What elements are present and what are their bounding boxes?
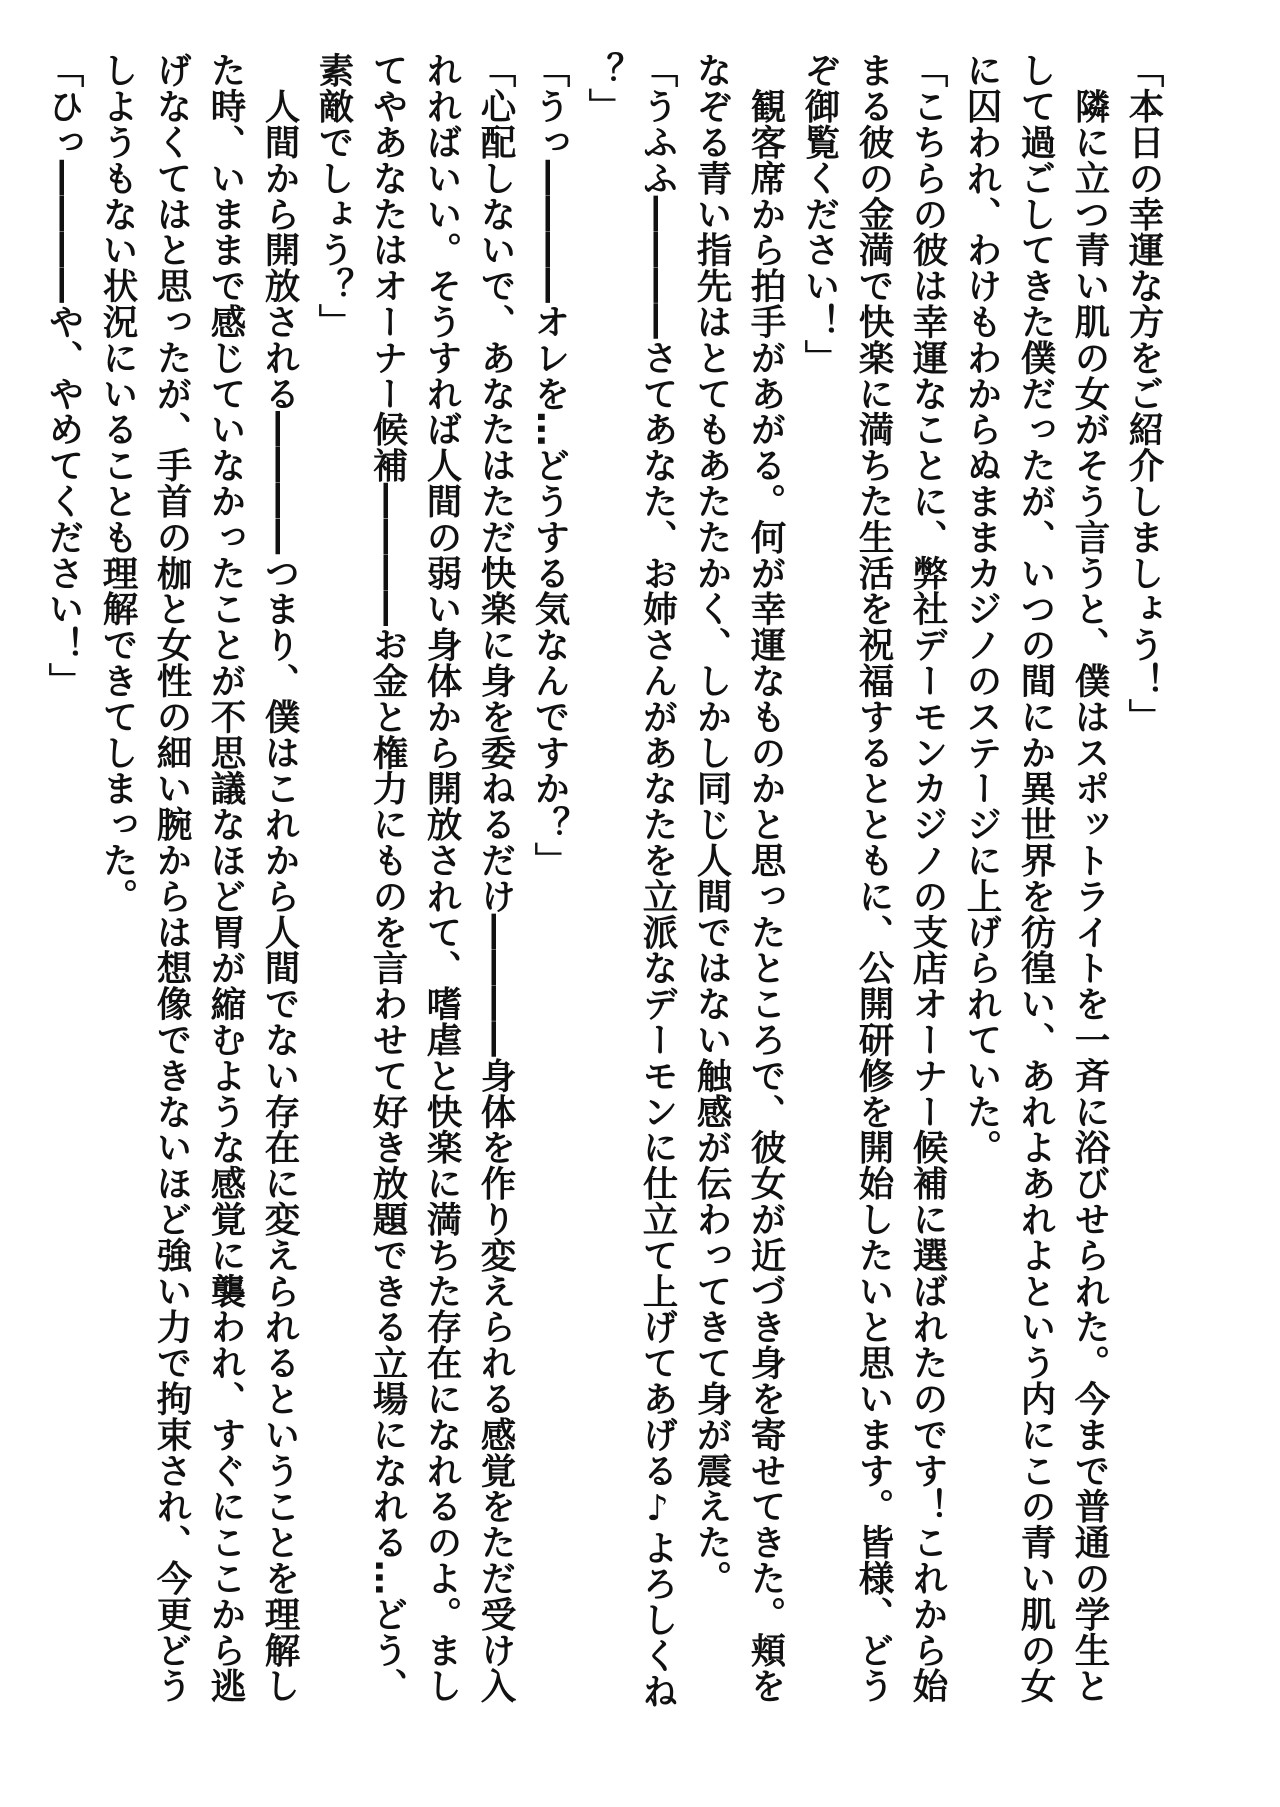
paragraph-1: 「本日の幸運な方をご紹介しましょう！」 (1123, 52, 1164, 735)
paragraph-3: 「こちらの彼は幸運なことに、弊社デーモンカジノの支店オーナー候補に選ばれたのです！これから始 まる彼の金満で快楽に満ちた生活を祝福するとともに、公開研修を開始したいと思います。皆様、どう ぞ御覧ください！」 (799, 52, 948, 1704)
paragraph-9: 「ひっ――――や、やめてください！」 (43, 52, 84, 699)
paragraph-7: 「心配しないで、あなたはただ快楽に身を委ねるだけ――――身体を作り変えられる感覚をただ受け入 れればいい。そうすれば人間の弱い身体から開放されて、嗜虐と快楽に満ちた存在になれるのよ。まし てやあなたはオーナー候補――――お金と権力にものを言わせて好き放題できる立場になれる…どう、 素敵でしょう？」 (313, 52, 516, 1704)
paragraph-6: 「うっ――――オレを…どうする気なんですか？」 (529, 52, 570, 878)
paragraph-2: 隣に立つ青い肌の女がそう言うと、僕はスポットライトを一斉に浴びせられた。今まで普通の学生と して過ごしてきた僕だったが、いつの間にか異世界を彷徨い、あれよあれよという内にこの青い肌の女 に囚われ、わけもわからぬままカジノのステージに上げられていた。 (961, 52, 1110, 1704)
paragraph-4: 観客席から拍手があがる。何が幸運なものかと思ったところで、彼女が近づき身を寄せてきた。頬を なぞる青い指先はとてもあたたかく、しかし同じ人間ではない触感が伝わってきて身が震えた。 (691, 52, 786, 1704)
paragraph-5: 「うふふ――――さてあなた、お姉さんがあなたを立派なデーモンに仕立て上げてあげる♪よろしくね ？」 (583, 52, 678, 1709)
vertical-text-body (36, 52, 1170, 1752)
paragraph-8: 人間から開放される――――つまり、僕はこれから人間でない存在に変えられるということを理解し た時、いままで感じていなかったことが不思議なほど胃が縮むような感覚に襲われ、すぐにここから逃 げなくてはと思ったが、手首の枷と女性の細い腕からは想像できないほど強い力で拘束され、今更どう しようもない状況にいることも理解できてしまった。 (97, 52, 300, 1704)
